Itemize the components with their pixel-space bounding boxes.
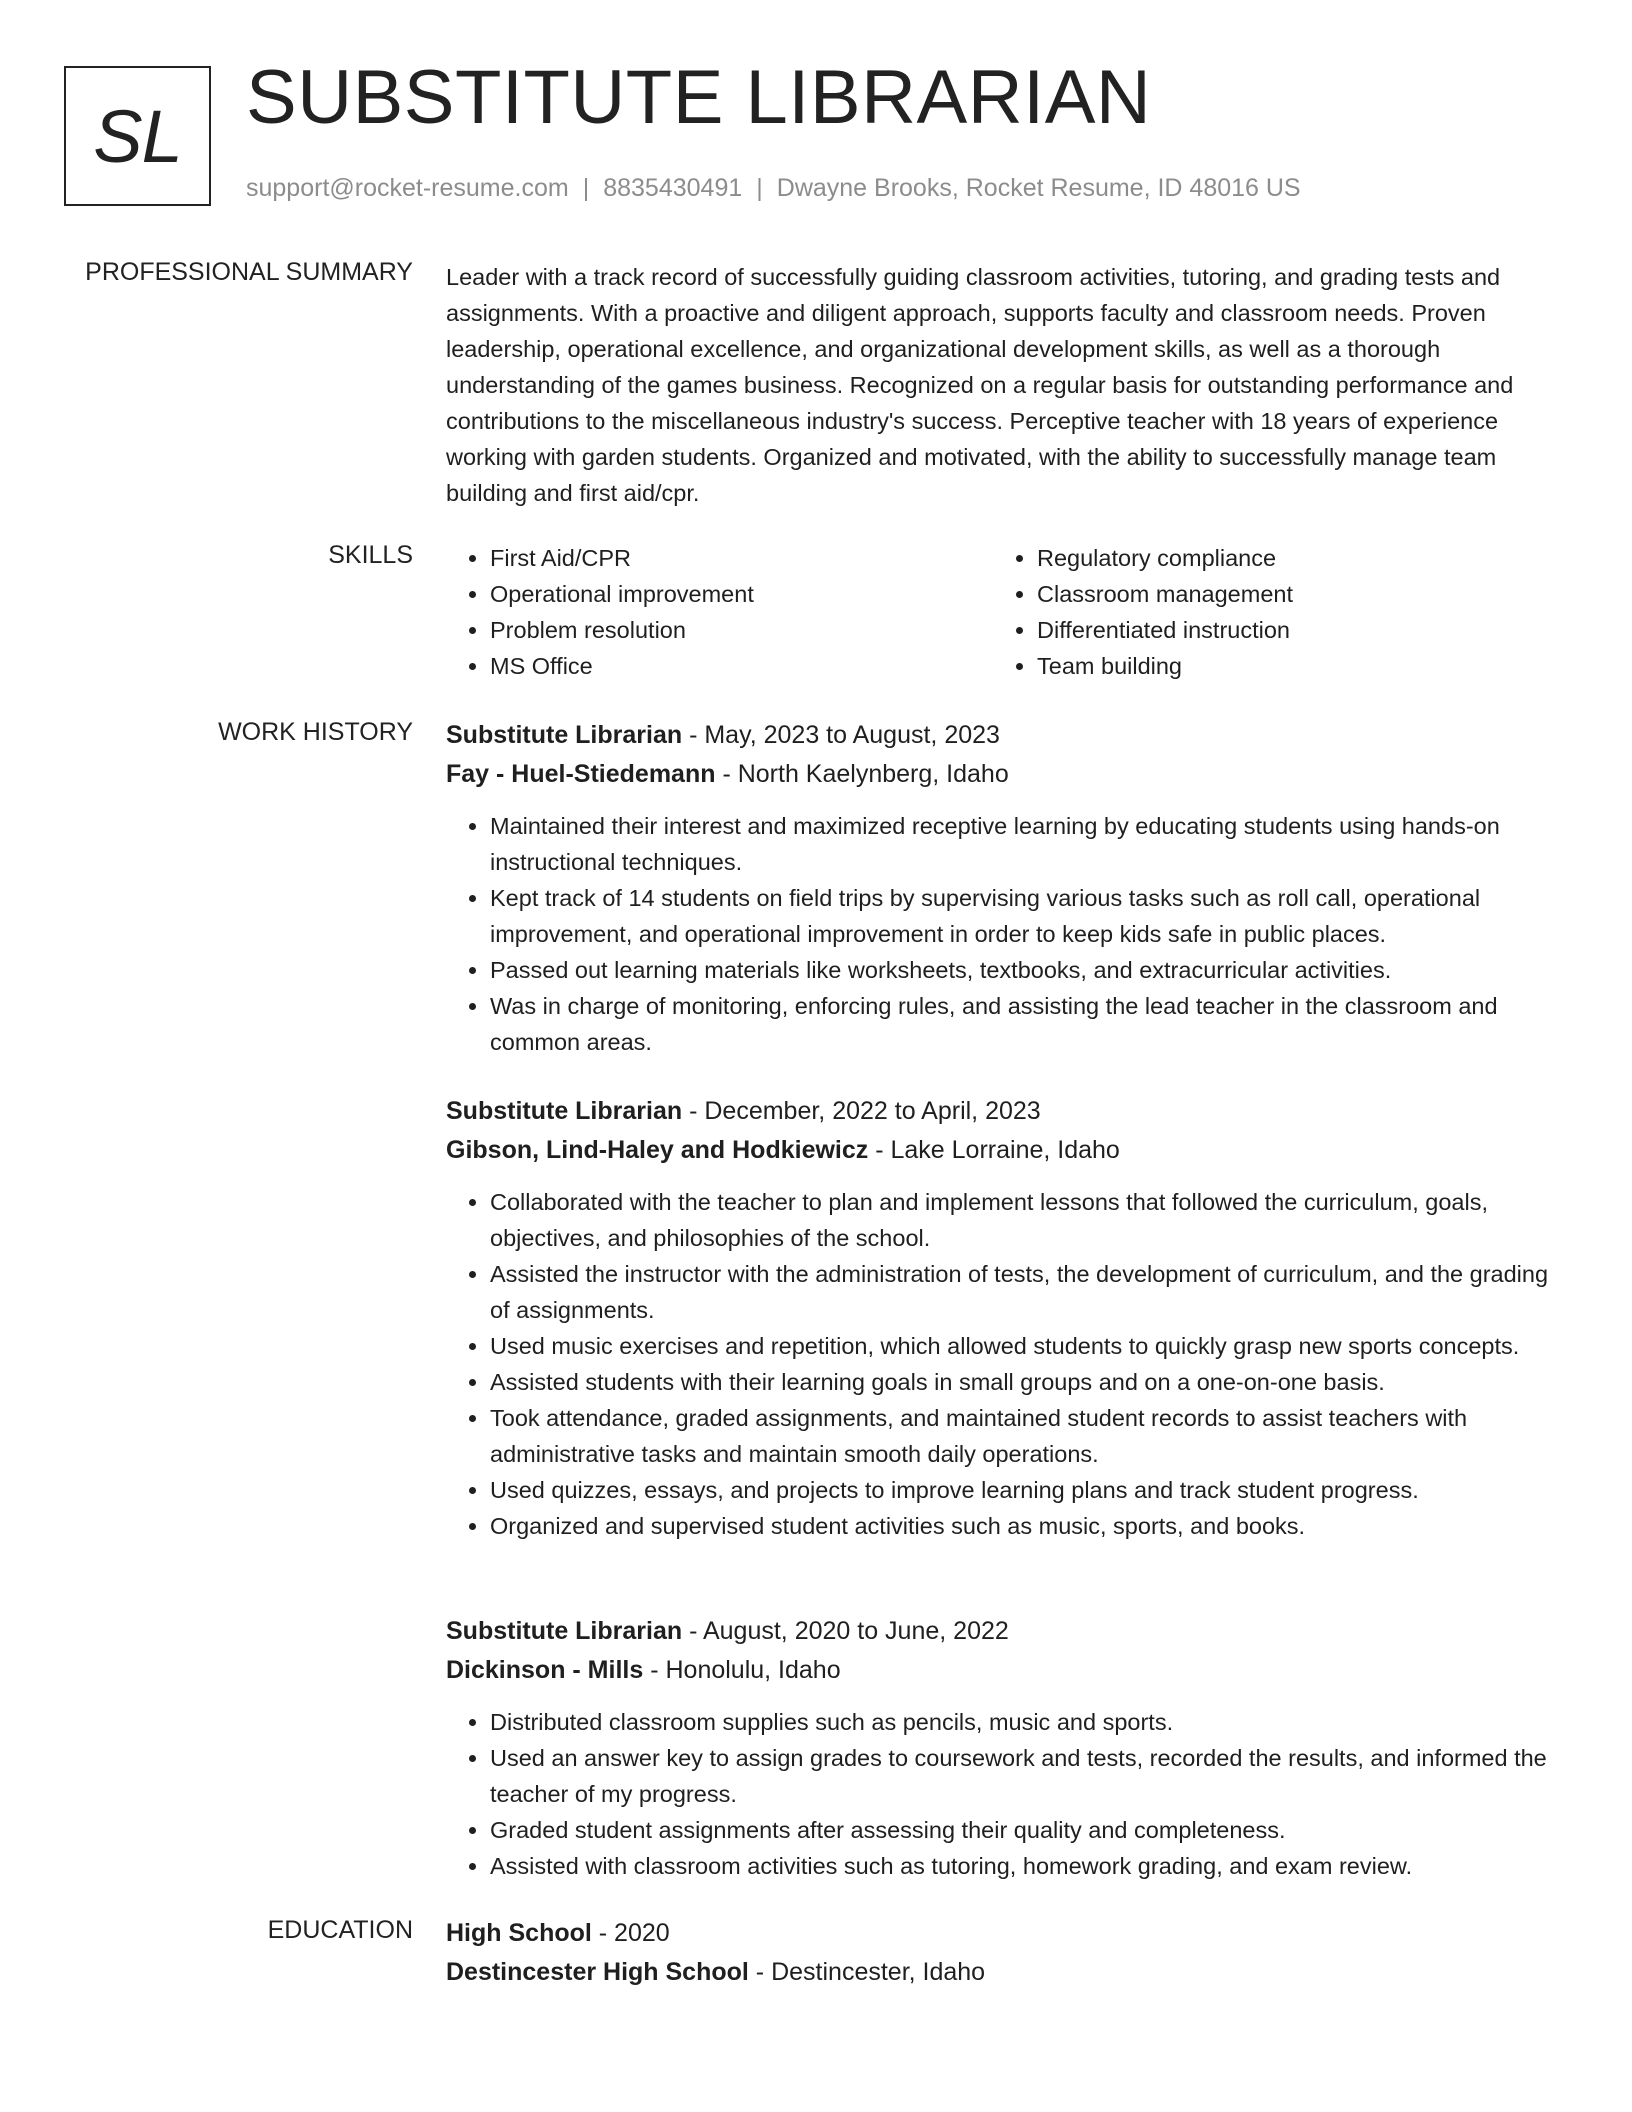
summary-heading: PROFESSIONAL SUMMARY	[85, 258, 413, 286]
summary-text: Leader with a track record of successfully guiding classroom activities, tutoring, and grading tests and assignments. With a proactive and diligent approach, supports faculty and classroom needs. Proven leadership, operational excellence, and organizational development skills, as well as a thorough understanding of the games business. Recognized on a regular basis for outstanding performance and contributions to the miscellaneous industry's success. Perceptive teacher with 18 years of experience working with garden students. Organized and motivated, with the ability to successfully manage team building and first aid/cpr.	[446, 264, 1514, 506]
skill-item: • Classroom management	[1037, 576, 1540, 612]
job-company: Fay - Huel-Stiedemann	[446, 760, 716, 788]
summary-section	[446, 259, 1562, 511]
job-dates: - May, 2023 to August, 2023	[682, 721, 1000, 749]
education-degree-line	[446, 1914, 1562, 1953]
job-bullet: • Organized and supervised student activities such as music, sports, and books.	[490, 1508, 1562, 1544]
job-bullet: • Kept track of 14 students on field trips by supervising various tasks such as roll call, operational improvement, and operational improvement in order to keep kids safe in public places.	[490, 880, 1562, 952]
job-bullet: • Used quizzes, essays, and projects to improve learning plans and track student progress.	[490, 1472, 1562, 1508]
job-bullet: • Was in charge of monitoring, enforcing rules, and assisting the lead teacher in the classroom and common areas.	[490, 988, 1562, 1060]
skill-item: • Operational improvement	[490, 576, 993, 612]
job-company: Dickinson - Mills	[446, 1656, 644, 1684]
contact-address: Dwayne Brooks, Rocket Resume, ID 48016 US	[776, 174, 1301, 202]
job-company: Gibson, Lind-Haley and Hodkiewicz	[446, 1136, 869, 1164]
work-history-heading: WORK HISTORY	[218, 718, 413, 746]
job-title: Substitute Librarian	[446, 721, 683, 749]
skills-section	[446, 540, 1562, 684]
job-title: Substitute Librarian	[446, 1617, 683, 1645]
job-bullets	[446, 808, 1562, 1060]
job-location: - North Kaelynberg, Idaho	[715, 760, 1009, 788]
page-title: SUBSTITUTE LIBRARIAN	[246, 55, 1152, 140]
skill-item: • Team building	[1037, 648, 1540, 684]
skill-item: • Regulatory compliance	[1037, 540, 1540, 576]
job-title-line	[446, 716, 1562, 755]
job-entry	[446, 1612, 1562, 1884]
job-bullets	[446, 1704, 1562, 1884]
job-company-line	[446, 1651, 1562, 1690]
job-location: - Lake Lorraine, Idaho	[868, 1136, 1120, 1164]
education-year: - 2020	[591, 1919, 670, 1947]
job-title-line	[446, 1612, 1562, 1651]
job-entry	[446, 1092, 1562, 1544]
education-location: - Destincester, Idaho	[748, 1958, 986, 1986]
skills-heading: SKILLS	[328, 541, 413, 569]
skills-list-right	[993, 540, 1540, 684]
job-title-line	[446, 1092, 1562, 1131]
skill-item: • MS Office	[490, 648, 993, 684]
job-bullet: • Passed out learning materials like worksheets, textbooks, and extracurricular activities.	[490, 952, 1562, 988]
job-company-line	[446, 755, 1562, 794]
job-bullet: • Graded student assignments after assessing their quality and completeness.	[490, 1812, 1562, 1848]
job-bullet: • Used music exercises and repetition, which allowed students to quickly grasp new sports concepts.	[490, 1328, 1562, 1364]
job-dates: - August, 2020 to June, 2022	[682, 1617, 1009, 1645]
job-bullet: • Used an answer key to assign grades to coursework and tests, recorded the results, and informed the teacher of my progress.	[490, 1740, 1562, 1812]
job-bullet: • Took attendance, graded assignments, and maintained student records to assist teachers with administrative tasks and maintain smooth daily operations.	[490, 1400, 1562, 1472]
job-bullet: • Distributed classroom supplies such as pencils, music and sports.	[490, 1704, 1562, 1740]
skill-item: • Problem resolution	[490, 612, 993, 648]
skill-item: • Differentiated instruction	[1037, 612, 1540, 648]
job-bullet: • Assisted the instructor with the administration of tests, the development of curriculum, and the grading of assignments.	[490, 1256, 1562, 1328]
job-bullet: • Assisted students with their learning goals in small groups and on a one-on-one basis.	[490, 1364, 1562, 1400]
education-school: Destincester High School	[446, 1958, 749, 1986]
skill-item: • First Aid/CPR	[490, 540, 993, 576]
job-bullet: • Collaborated with the teacher to plan and implement lessons that followed the curriculum, goals, objectives, and philosophies of the school.	[490, 1184, 1562, 1256]
job-company-line	[446, 1131, 1562, 1170]
job-bullet: • Assisted with classroom activities such as tutoring, homework grading, and exam review.	[490, 1848, 1562, 1884]
education-heading: EDUCATION	[267, 1916, 413, 1944]
contact-line	[246, 174, 1301, 203]
job-bullet: • Maintained their interest and maximized receptive learning by educating students using hands-on instructional techniques.	[490, 808, 1562, 880]
contact-separator: |	[582, 174, 590, 202]
education-degree: High School	[446, 1919, 592, 1947]
job-entry	[446, 716, 1562, 1060]
contact-separator: |	[756, 174, 763, 202]
skills-list-left	[446, 540, 993, 684]
job-dates: - December, 2022 to April, 2023	[682, 1097, 1041, 1125]
education-entry	[446, 1914, 1562, 1992]
job-title: Substitute Librarian	[446, 1097, 683, 1125]
job-location: - Honolulu, Idaho	[643, 1656, 841, 1684]
contact-phone: 8835430491	[603, 174, 743, 202]
contact-email: support@rocket-resume.com	[246, 174, 569, 202]
education-school-line	[446, 1953, 1562, 1992]
job-bullets	[446, 1184, 1562, 1544]
monogram-logo: SL	[64, 66, 211, 206]
